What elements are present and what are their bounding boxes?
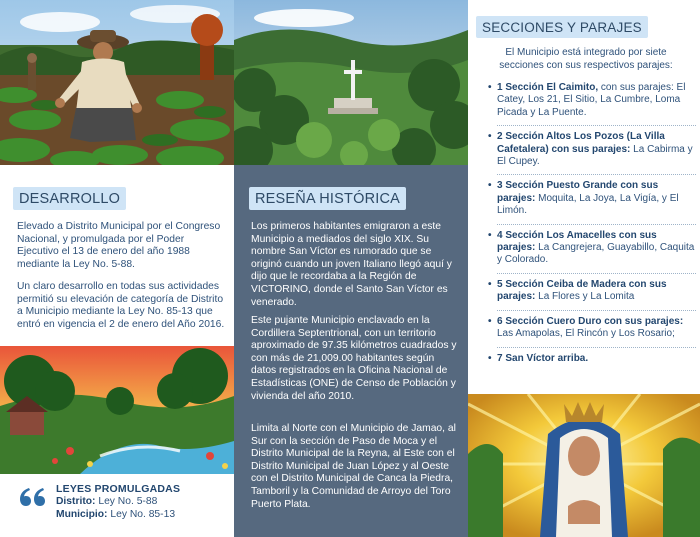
section-separator — [497, 125, 696, 126]
section-item-title: 6 Sección Cuero Duro con sus parajes: — [497, 315, 684, 327]
section-separator — [497, 224, 696, 225]
virgin-painting-photo — [468, 394, 700, 537]
section-item-title: 5 Sección Ceiba de Madera con sus parajes: — [497, 278, 667, 303]
section-item-parajes: Las Amapolas, El Rincón y Los Rosario; — [497, 328, 675, 340]
section-separator — [497, 310, 696, 311]
secciones-heading: SECCIONES Y PARAJES — [476, 16, 648, 38]
laws-box — [18, 480, 228, 530]
desarrollo-panel — [0, 0, 234, 537]
sections-list — [482, 82, 696, 365]
section-item — [482, 131, 696, 168]
section-item-title: 1 Sección El Caimito, — [497, 82, 599, 93]
quote-icon — [18, 484, 46, 510]
law-municipio-label: Municipio: — [56, 509, 108, 520]
resena-heading: RESEÑA HISTÓRICA — [249, 187, 406, 210]
section-item-parajes: La Cangrejera, Guayabillo, Caquita y Colorado. — [497, 242, 695, 266]
resena-paragraph-2: Este pujante Municipio enclavado en la Cordillera Septentrional, con un territorio aproximado de 97.35 kilómetros cuadrados y con más de 21,009.00 habitantes según datos registrados en la Oficina Nacional de Estadísticas (ONE) de Censo de Población y vivienda del año 2010. — [251, 315, 457, 402]
mountain-cross-photo — [234, 0, 468, 165]
desarrollo-paragraph-1: Elevado a Distrito Municipal por el Congreso Nacional, y promulgada por el Poder Ejecutivo el 13 de enero del año 1988 mediante la Ley No. 5-88. — [17, 221, 221, 270]
section-separator — [497, 273, 696, 274]
section-item — [482, 82, 696, 119]
desarrollo-heading: DESARROLLO — [13, 187, 126, 210]
law-municipio — [56, 509, 175, 520]
law-distrito — [56, 496, 157, 507]
law-distrito-label: Distrito: — [56, 496, 96, 507]
resena-paragraph-3: Limita al Norte con el Municipio de Jamao, al Sur con la sección de Paso de Moca y el Distrito Municipal de la Reyna, al Este con el Distrito Municipal de Juan López y al Oeste con el Distrito Municipal de Canca la Piedra, Tamboril y la Comunidad de Arroyo del Toro Puerto Plata. — [251, 423, 456, 510]
section-item-parajes: La Cabirma y El Cupey. — [497, 143, 693, 168]
secciones-panel — [468, 0, 700, 537]
law-municipio-value: Ley No. 85-13 — [110, 509, 176, 520]
landscape-painting-photo — [0, 346, 234, 474]
section-item-parajes: La Flores y La Lomita — [535, 291, 635, 303]
laws-title: LEYES PROMULGADAS — [56, 483, 181, 495]
section-item-title: 4 Sección Los Amacelles con sus parajes: — [497, 229, 657, 254]
section-item-title: 2 Sección Altos Los Pozos (La Villa Cafetalera) con sus parajes: — [497, 131, 665, 155]
desarrollo-paragraph-2: Un claro desarrollo en todas sus actividades permitió su elevación de categoría de Distrito a Municipio mediante la Ley No. 85-13 que entró en vigencia el 2 de enero del Año 2016. — [17, 281, 225, 330]
coffee-farmer-photo — [0, 0, 234, 165]
resena-paragraph-1: Los primeros habitantes emigraron a este Municipio a mediados del siglo XIX. Su nombre San Víctor es rumorado que se originó cuando un joven Italiano llegó aquí y dijo que le recordaba a la Región de VICTORINO, donde el Santo San Víctor es venerado. — [251, 221, 452, 308]
section-item-parajes: Moquita, La Joya, La Vigía, y El Limón. — [497, 192, 679, 217]
section-item — [482, 316, 696, 341]
section-separator — [497, 347, 696, 348]
section-item-title: 3 Sección Puesto Grande con sus parajes: — [497, 180, 659, 204]
secciones-intro: El Municipio está integrado por siete secciones con sus respectivos parajes: — [499, 47, 673, 71]
section-item — [482, 279, 696, 304]
section-item — [482, 230, 696, 267]
section-separator — [497, 174, 696, 175]
section-item — [482, 180, 696, 217]
section-item-title: 7 San Víctor arriba. — [497, 352, 589, 364]
resena-panel — [234, 0, 468, 537]
law-distrito-value: Ley No. 5-88 — [98, 496, 158, 507]
section-item-parajes: con sus parajes: El Catey, Los 21, El Sitio, La Cumbre, Loma Picada y La Puente. — [497, 82, 686, 118]
section-item — [482, 353, 696, 365]
